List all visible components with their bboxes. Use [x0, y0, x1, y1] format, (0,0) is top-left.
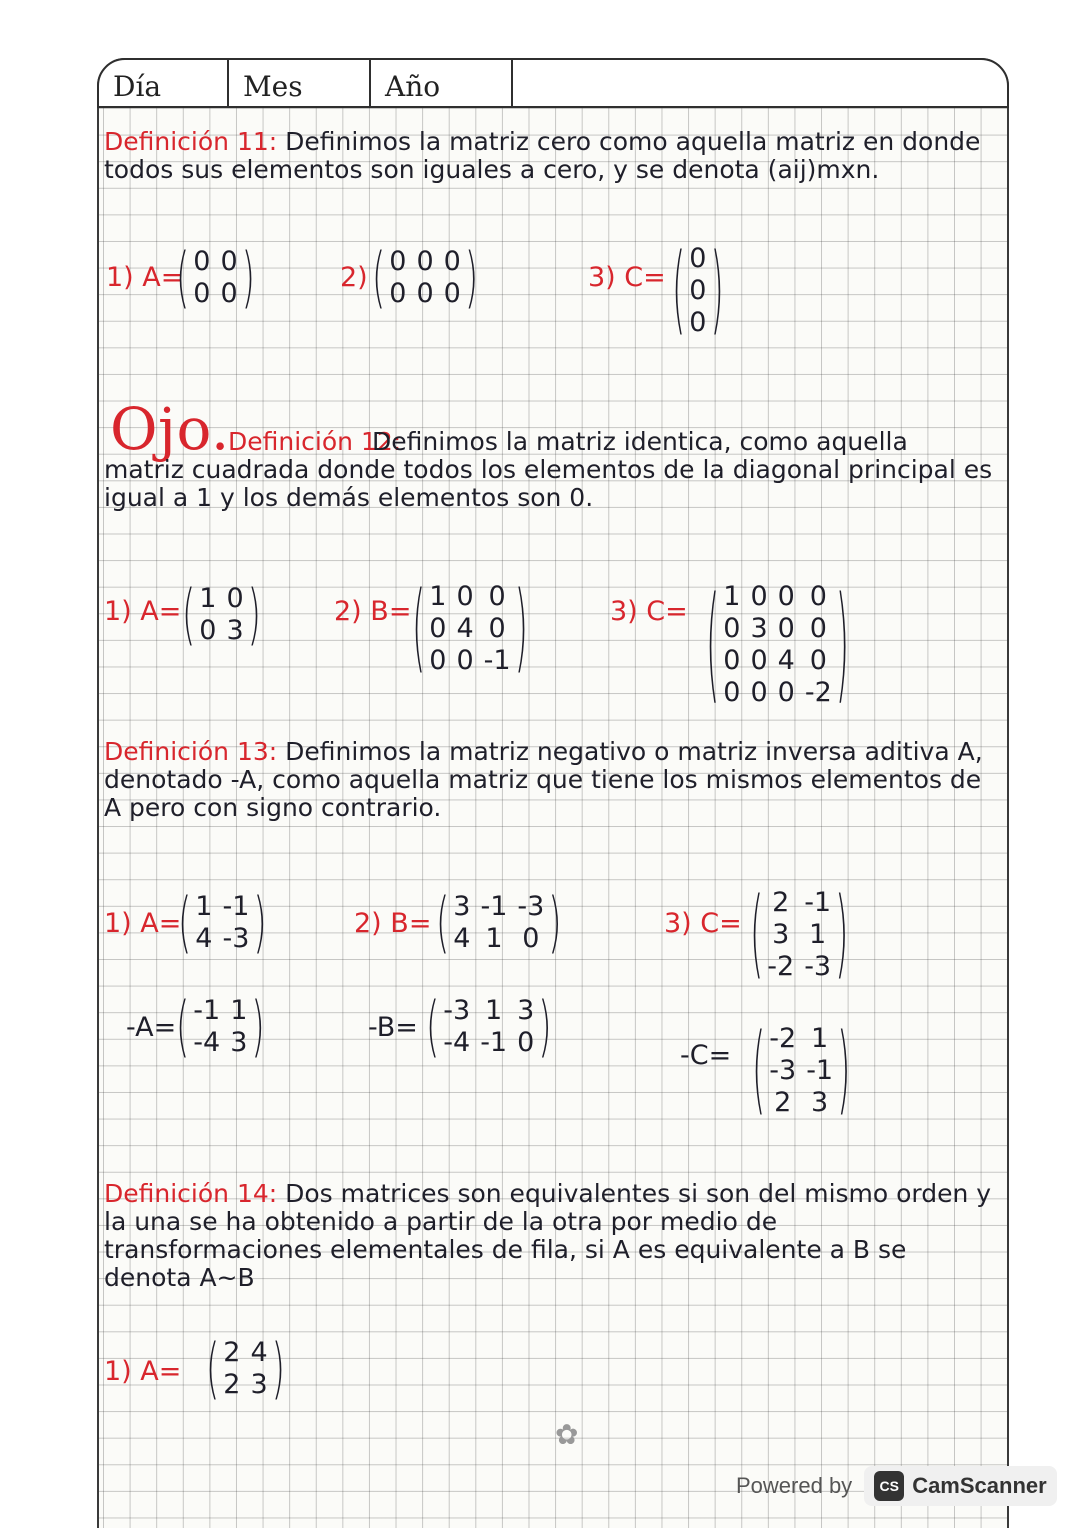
camscanner-badge [736, 1466, 1057, 1506]
def14-ex1-label: 1) A= [104, 1356, 182, 1387]
matrix-cell: 3 [517, 995, 535, 1026]
matrix-cell: 0 [220, 246, 238, 277]
matrix-cell: 0 [226, 583, 244, 614]
def12-ex1-label: 1) A= [104, 596, 182, 627]
def12-ex2-matrix [412, 572, 528, 686]
matrix-right-paren: ) [464, 239, 479, 317]
matrix-cell: 1 [809, 919, 827, 950]
definition-12-title: Definición 12: [228, 427, 402, 456]
matrix-cell: -2 [804, 677, 832, 708]
matrix-body [191, 892, 253, 954]
matrix-cell: 4 [777, 645, 795, 676]
matrix-left-paren: ( [706, 570, 720, 720]
matrix-cell: 2 [223, 1337, 241, 1368]
matrix-cell: 3 [772, 919, 790, 950]
matrix-cell: 0 [689, 307, 707, 338]
matrix-cell: 0 [429, 613, 447, 644]
matrix-cell: 0 [220, 278, 238, 309]
matrix-cell: -3 [443, 995, 471, 1026]
matrix-left-paren: ( [372, 239, 386, 317]
matrix-cell: 0 [809, 645, 827, 676]
matrix-cell: 0 [723, 645, 741, 676]
matrix-cell: 0 [389, 278, 407, 309]
matrix-cell: 4 [195, 923, 213, 954]
matrix-cell: 0 [522, 923, 540, 954]
cs-icon: CS [874, 1471, 904, 1501]
matrix-cell: 2 [774, 1087, 792, 1118]
definition-12-text [104, 428, 994, 512]
matrix-cell: -4 [193, 1027, 221, 1058]
matrix-cell: 2 [223, 1369, 241, 1400]
matrix-body [195, 584, 247, 646]
matrix-cell: -4 [443, 1027, 471, 1058]
camscanner-brand: CamScanner [912, 1473, 1047, 1498]
definition-13-text [104, 738, 994, 822]
def12-ex2-label: 2) B= [334, 596, 412, 627]
def11-ex3-matrix [672, 234, 724, 348]
matrix-cell: 3 [250, 1369, 268, 1400]
matrix-right-paren: ) [835, 570, 850, 720]
matrix-cell: 3 [230, 1027, 248, 1058]
header-dia: Día [99, 60, 229, 106]
matrix-body [765, 1024, 837, 1118]
matrix-cell: -3 [517, 891, 545, 922]
matrix-cell: 0 [750, 677, 768, 708]
matrix-cell: 0 [750, 645, 768, 676]
matrix-body [189, 247, 241, 309]
matrix-left-paren: ( [176, 239, 190, 317]
def12-ex3-label: 3) C= [610, 596, 688, 627]
definition-13-body: Definimos la matriz negativo o matriz inversa aditiva A, denotado -A, como aquella matriz que tiene los mismos elementos de A pero con signo contrario. [104, 737, 983, 822]
matrix-cell: -1 [804, 887, 832, 918]
def11-ex3-label: 3) C= [588, 262, 666, 293]
matrix-right-paren: ) [253, 884, 267, 962]
matrix-right-paren: ) [251, 988, 265, 1066]
matrix-cell: 0 [750, 581, 768, 612]
matrix-right-paren: ) [241, 239, 255, 317]
matrix-cell: -3 [804, 951, 832, 982]
matrix-cell: 4 [453, 923, 471, 954]
matrix-cell: 2 [772, 887, 790, 918]
matrix-cell: -3 [222, 923, 250, 954]
matrix-cell: 3 [226, 615, 244, 646]
definition-11-body: Definimos la matriz cero como aquella matriz en donde todos sus elementos son iguales a cero, y se denota (aij)mxn. [104, 127, 981, 184]
matrix-cell: 1 [811, 1023, 829, 1054]
matrix-left-paren: ( [426, 988, 440, 1066]
def14-ex1-matrix [206, 1330, 285, 1408]
matrix-cell: 1 [195, 891, 213, 922]
matrix-cell: -1 [483, 645, 511, 676]
matrix-cell: -1 [480, 891, 508, 922]
matrix-cell: 0 [809, 581, 827, 612]
matrix-left-paren: ( [750, 878, 764, 992]
header-blank [513, 60, 1007, 106]
def13-ex3-label: 3) C= [664, 908, 742, 939]
matrix-cell: -2 [767, 951, 795, 982]
def13-neg1-matrix [176, 988, 265, 1066]
def13-neg2-matrix [426, 988, 552, 1066]
matrix-cell: 1 [230, 995, 248, 1026]
matrix-cell: 0 [723, 613, 741, 644]
matrix-cell: 4 [456, 613, 474, 644]
matrix-cell: 0 [199, 615, 217, 646]
def11-ex2-matrix [372, 239, 479, 317]
matrix-cell: 1 [429, 581, 447, 612]
ojo-label: Ojo. [110, 395, 230, 463]
def13-ex3-matrix [750, 878, 849, 992]
matrix-cell: 3 [453, 891, 471, 922]
matrix-cell: 0 [193, 246, 211, 277]
matrix-body [439, 996, 538, 1058]
definition-12-body: Definimos la matriz identica, como aquella matriz cuadrada donde todos los elementos de la diagonal principal es igual a 1 y los demás elementos son 0. [104, 427, 993, 512]
matrix-right-paren: ) [514, 572, 528, 686]
matrix-cell: -2 [769, 1023, 797, 1054]
matrix-right-paren: ) [271, 1330, 285, 1408]
matrix-cell: 0 [456, 645, 474, 676]
matrix-cell: 0 [777, 613, 795, 644]
matrix-body [685, 244, 710, 338]
date-header [97, 58, 1009, 108]
flower-icon: ✿ [555, 1418, 579, 1451]
def12-ex3-matrix [706, 570, 850, 720]
matrix-body [763, 888, 835, 982]
def13-neg3-label: -C= [680, 1040, 732, 1071]
definition-14-text [104, 1180, 994, 1292]
matrix-body [425, 582, 514, 676]
matrix-cell: 0 [443, 246, 461, 277]
matrix-right-paren: ) [538, 988, 552, 1066]
matrix-cell: 0 [723, 677, 741, 708]
matrix-left-paren: ( [752, 1014, 766, 1128]
matrix-body [219, 1338, 271, 1400]
def13-ex1-label: 1) A= [104, 908, 182, 939]
matrix-cell: 0 [456, 581, 474, 612]
matrix-cell: 1 [485, 995, 503, 1026]
matrix-cell: 0 [488, 613, 506, 644]
matrix-right-paren: ) [247, 576, 261, 654]
definition-14-title: Definición 14: [104, 1179, 278, 1208]
matrix-cell: -1 [806, 1055, 834, 1086]
matrix-cell: 0 [416, 246, 434, 277]
matrix-right-paren: ) [835, 878, 849, 992]
matrix-right-paren: ) [548, 884, 562, 962]
definition-14-body: Dos matrices son equivalentes si son del mismo orden y la una se ha obtenido a partir de la otra por medio de transformaciones elementales de fila, si A es equivalente a B se denota A~B [104, 1179, 992, 1292]
matrix-left-paren: ( [436, 884, 450, 962]
matrix-cell: 0 [416, 278, 434, 309]
matrix-cell: 4 [250, 1337, 268, 1368]
def13-neg1-label: -A= [126, 1012, 177, 1043]
def13-ex2-label: 2) B= [354, 908, 432, 939]
def13-ex2-matrix [436, 884, 562, 962]
def13-neg3-matrix [752, 1014, 851, 1128]
matrix-cell: 0 [389, 246, 407, 277]
matrix-left-paren: ( [412, 572, 426, 686]
matrix-left-paren: ( [672, 234, 686, 348]
definition-11-title: Definición 11: [104, 127, 278, 156]
matrix-cell: 1 [199, 583, 217, 614]
matrix-cell: 0 [777, 677, 795, 708]
matrix-cell: 0 [443, 278, 461, 309]
def13-neg2-label: -B= [368, 1012, 418, 1043]
matrix-left-paren: ( [182, 576, 196, 654]
definition-13-title: Definición 13: [104, 737, 278, 766]
def11-ex1-label: 1) A= [106, 262, 184, 293]
matrix-body [385, 247, 465, 309]
matrix-cell: 1 [485, 923, 503, 954]
matrix-cell: 0 [809, 613, 827, 644]
def12-ex1-matrix [182, 576, 261, 654]
matrix-cell: 0 [193, 278, 211, 309]
matrix-body [719, 582, 835, 708]
matrix-cell: 0 [517, 1027, 535, 1058]
matrix-cell: 3 [750, 613, 768, 644]
matrix-cell: -3 [769, 1055, 797, 1086]
header-ano: Año [371, 60, 513, 106]
matrix-left-paren: ( [206, 1330, 220, 1408]
matrix-cell: 3 [811, 1087, 829, 1118]
header-mes: Mes [229, 60, 371, 106]
matrix-cell: -1 [480, 1027, 508, 1058]
definition-11-text [104, 128, 994, 184]
matrix-cell: -1 [222, 891, 250, 922]
def11-ex1-matrix [176, 239, 255, 317]
matrix-cell: 0 [488, 581, 506, 612]
matrix-left-paren: ( [178, 884, 192, 962]
matrix-body [189, 996, 251, 1058]
matrix-left-paren: ( [176, 988, 190, 1066]
def11-ex2-label: 2) [340, 262, 368, 293]
powered-by-text: Powered by [736, 1473, 853, 1498]
matrix-cell: 0 [689, 243, 707, 274]
camscanner-logo [864, 1466, 1057, 1506]
matrix-cell: 0 [689, 275, 707, 306]
matrix-cell: 1 [723, 581, 741, 612]
matrix-body [449, 892, 548, 954]
matrix-cell: -1 [193, 995, 221, 1026]
matrix-right-paren: ) [837, 1014, 851, 1128]
matrix-cell: 0 [429, 645, 447, 676]
matrix-cell: 0 [777, 581, 795, 612]
matrix-right-paren: ) [710, 234, 724, 348]
def13-ex1-matrix [178, 884, 267, 962]
